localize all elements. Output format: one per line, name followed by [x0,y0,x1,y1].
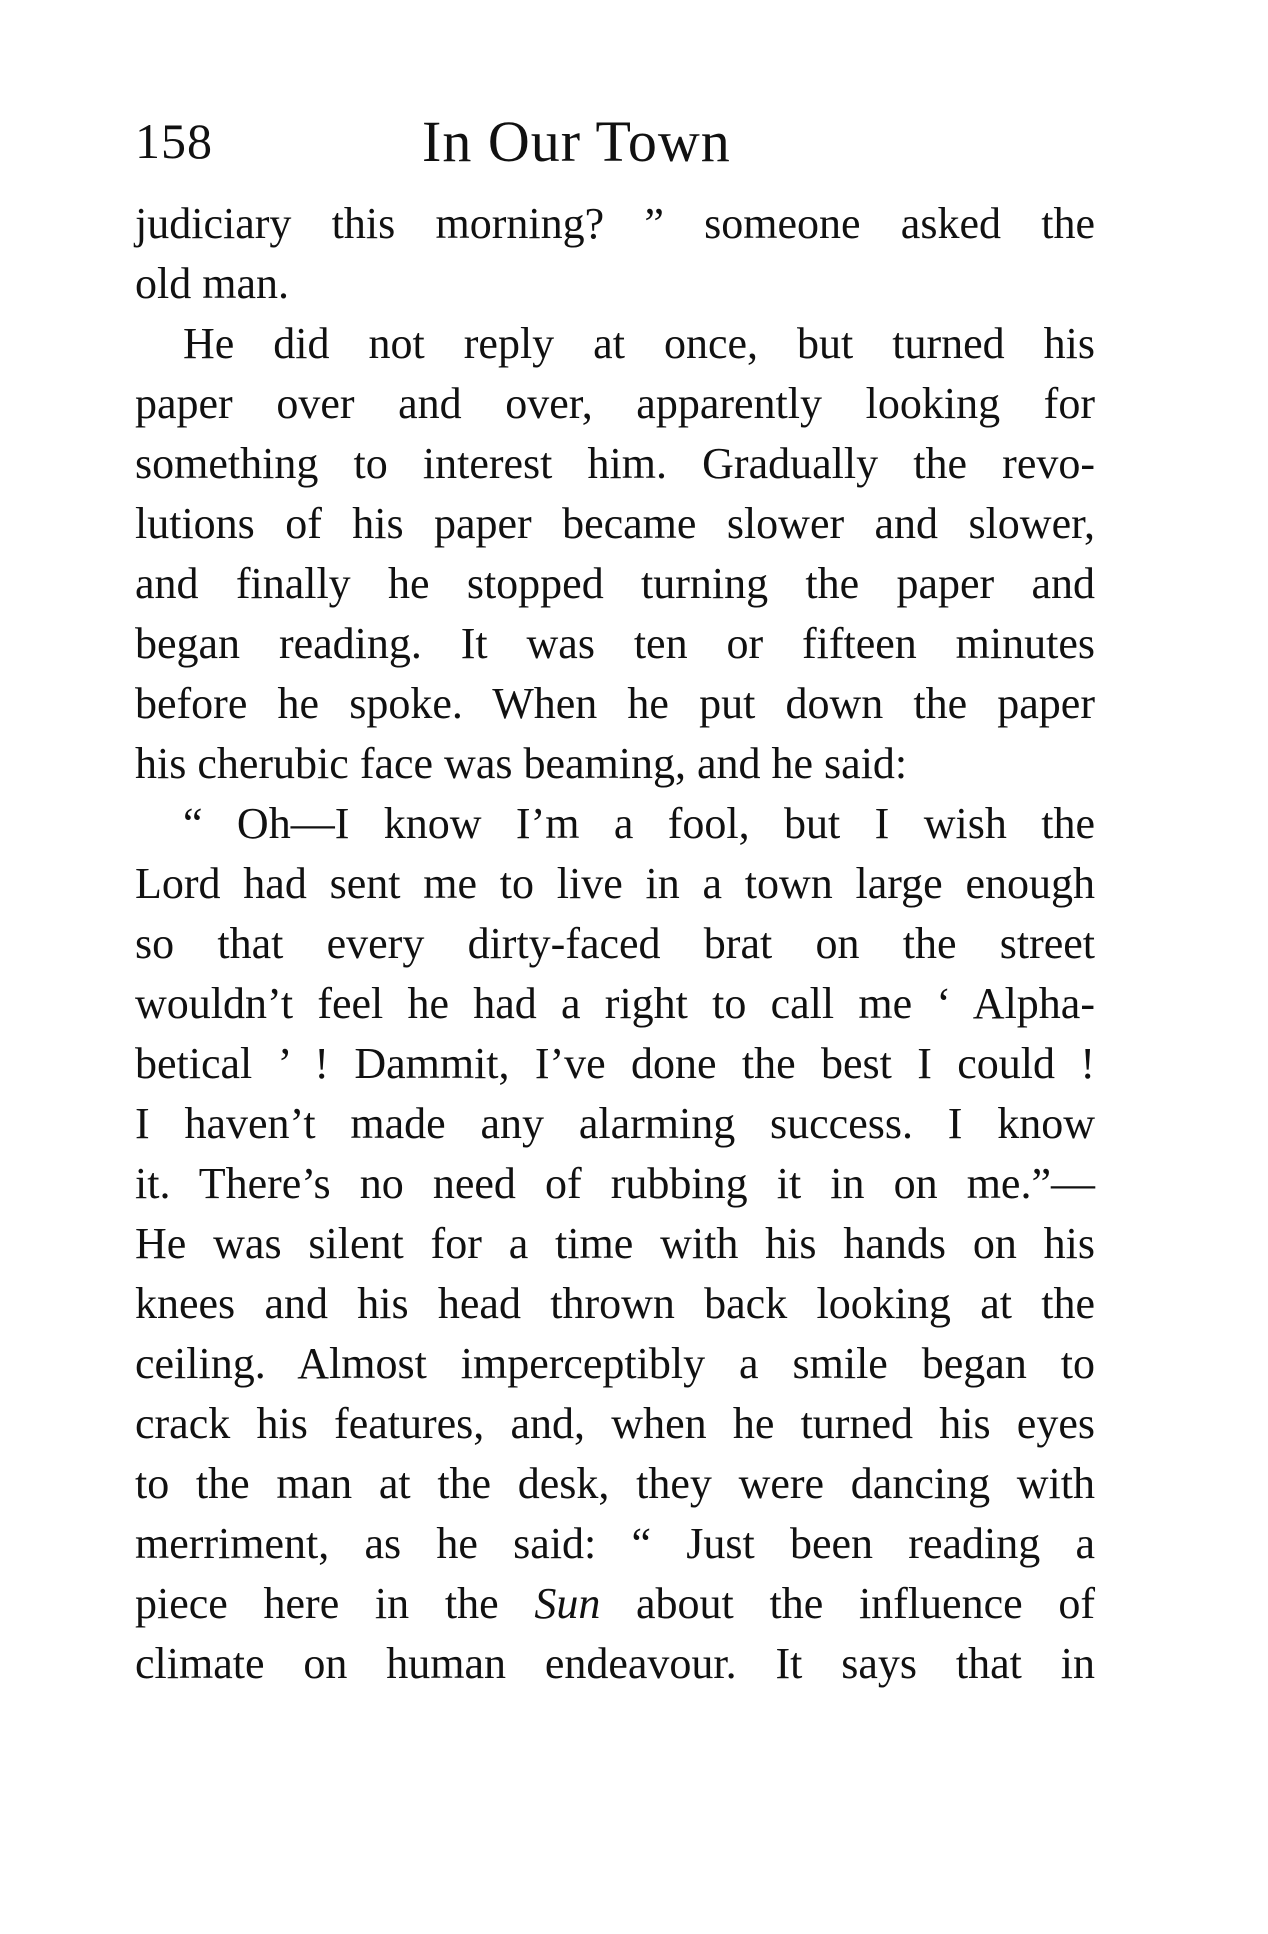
text-line: climate on human endeavour. It says that in [135,1639,1095,1688]
text-line: ceiling. Almost imperceptibly a smile began to [135,1339,1095,1388]
text-line: to the man at the desk, they were dancing with [135,1459,1095,1508]
page-header [135,108,1095,188]
text-line: lutions of his paper became slower and slower, [135,499,1095,548]
text-line: it. There’s no need of rubbing it in on me.”— [135,1159,1095,1208]
text-line-with-italic [135,1574,1095,1634]
text-line: “ Oh—I know I’m a fool, but I wish the [183,799,1095,848]
text-line: paper over and over, apparently looking for [135,379,1095,428]
text-line: something to interest him. Gradually the revo- [135,439,1095,488]
text-line: and finally he stopped turning the paper and [135,559,1095,608]
text-line: betical ’ ! Dammit, I’ve done the best I could ! [135,1039,1095,1088]
text-line: before he spoke. When he put down the paper [135,679,1095,728]
text-line: his cherubic face was beaming, and he said: [135,739,908,788]
body-text [135,194,1095,1694]
text-line: knees and his head thrown back looking at the [135,1279,1095,1328]
text-line: judiciary this morning? ” someone asked the [135,199,1095,248]
text-line: old man. [135,259,289,308]
text-segment: about the influence of [636,1579,1095,1628]
text-line: began reading. It was ten or fifteen minutes [135,619,1095,668]
text-line: so that every dirty-faced brat on the street [135,919,1095,968]
page-number: 158 [135,113,213,169]
text-line: He was silent for a time with his hands on his [135,1219,1095,1268]
running-title: In Our Town [422,109,731,174]
newspaper-title-italic: Sun [534,1579,601,1628]
text-line: He did not reply at once, but turned his [183,319,1095,368]
text-line: I haven’t made any alarming success. I know [135,1099,1095,1148]
text-segment: piece here in the [135,1579,499,1628]
text-line: Lord had sent me to live in a town large enough [135,859,1095,908]
text-line: crack his features, and, when he turned his eyes [135,1399,1095,1448]
text-line: merriment, as he said: “ Just been reading a [135,1519,1095,1568]
text-line: wouldn’t feel he had a right to call me ‘ Alpha- [135,979,1095,1028]
